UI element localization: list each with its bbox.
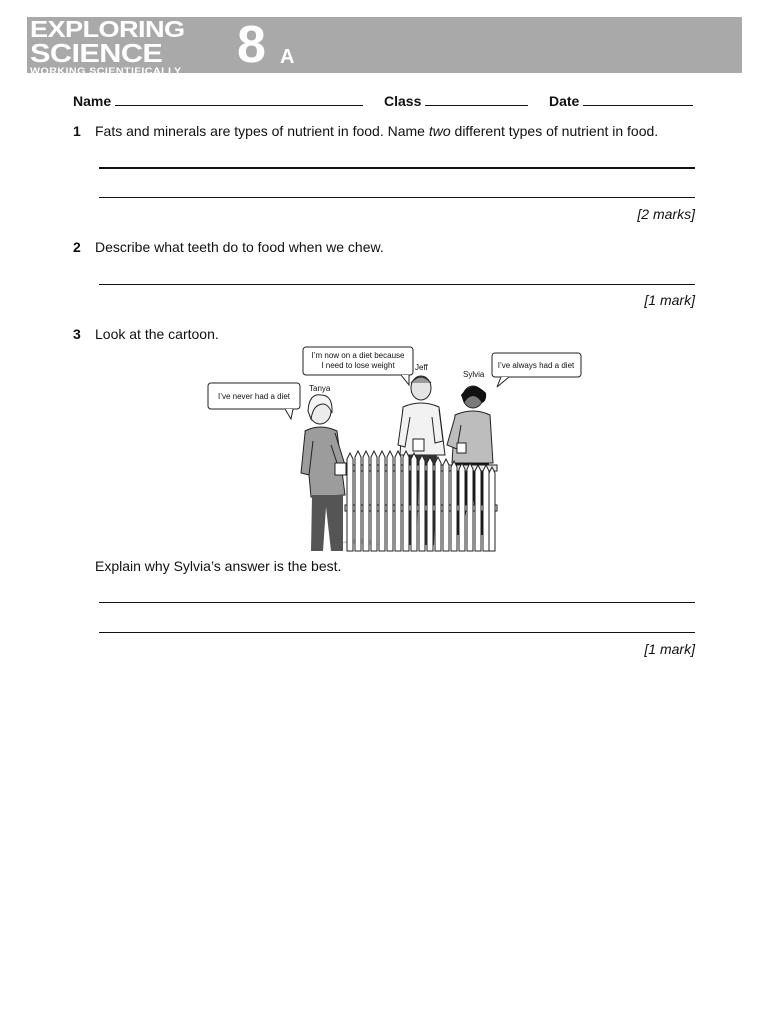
unit-letter: A (280, 46, 295, 68)
date-input-line[interactable] (583, 93, 693, 106)
question-1-text (95, 123, 658, 139)
logo-line-1: EXPLORING (30, 16, 185, 42)
class-input-line[interactable] (425, 93, 528, 106)
date-label: Date (549, 93, 580, 109)
class-field (384, 93, 528, 109)
question-1-answer-line-1[interactable] (99, 167, 695, 169)
question-2-marks: [1 mark] (644, 292, 695, 308)
question-2-number: 2 (73, 239, 81, 255)
name-input-line[interactable] (115, 93, 363, 106)
logo-line-3: WORKING SCIENTIFICALLY (30, 66, 182, 76)
header-banner (27, 16, 742, 76)
question-3-marks: [1 mark] (644, 641, 695, 657)
question-1-text-before: Fats and minerals are types of nutrient in food. Name (95, 123, 429, 139)
question-3-answer-line-2[interactable] (99, 632, 695, 633)
exploring-science-logo (30, 18, 225, 76)
date-field (549, 93, 693, 109)
tanya-figure (301, 395, 346, 551)
question-2-text: Describe what teeth do to food when we chew. (95, 239, 384, 255)
tanya-speech-text: I’ve never had a diet (217, 392, 291, 401)
name-label: Name (73, 93, 112, 109)
question-2-answer-line[interactable] (99, 284, 695, 285)
logo-line-2: SCIENCE (30, 38, 163, 68)
question-3-answer-line-1[interactable] (99, 602, 695, 603)
tanya-label: Tanya (309, 384, 331, 393)
sylvia-speech-text: I’ve always had a diet (497, 361, 575, 370)
name-field (73, 93, 363, 109)
class-label: Class (384, 93, 422, 109)
question-1-emphasis: two (428, 123, 451, 139)
question-1-number: 1 (73, 123, 81, 139)
question-3-follow-up: Explain why Sylvia’s answer is the best. (95, 558, 342, 574)
cartoon-illustration (205, 345, 585, 553)
question-1-answer-line-2[interactable] (99, 197, 695, 198)
question-3-number: 3 (73, 326, 81, 342)
tanya-speech-bubble (208, 383, 300, 419)
question-1-marks: [2 marks] (637, 206, 695, 222)
sylvia-label: Sylvia (463, 370, 485, 379)
jeff-label: Jeff (415, 363, 428, 372)
jeff-speech-line-1: I’m now on a diet because (311, 351, 405, 360)
jeff-speech-bubble (303, 347, 413, 385)
question-3-text: Look at the cartoon. (95, 326, 219, 342)
question-1-text-after: different types of nutrient in food. (450, 123, 659, 139)
jeff-speech-line-2: I need to lose weight (321, 361, 395, 370)
unit-number: 8 (237, 16, 266, 74)
sylvia-speech-bubble (492, 353, 581, 387)
